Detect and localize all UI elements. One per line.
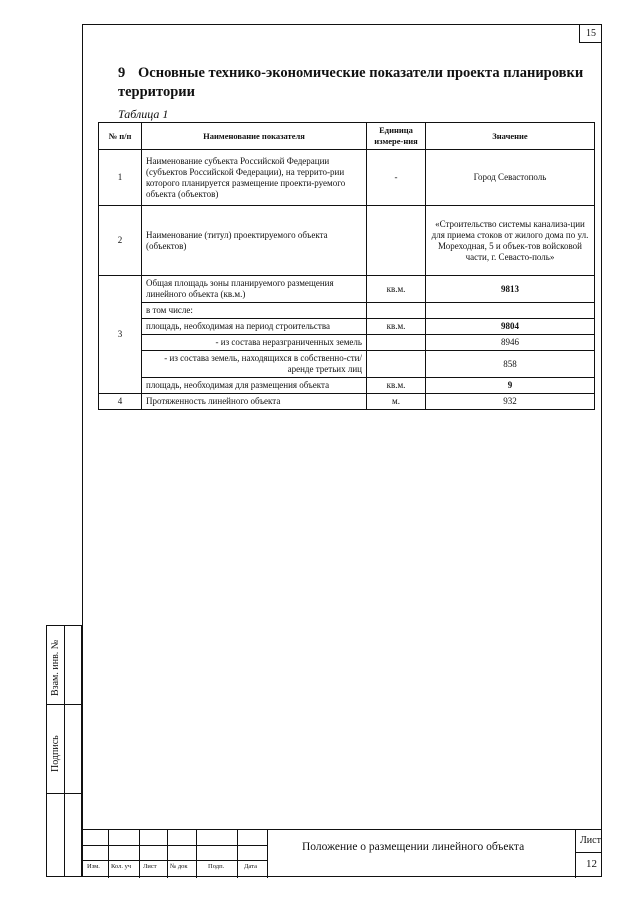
row3-total-value: 9813 xyxy=(426,276,595,303)
row3-construction-value: 9804 xyxy=(426,319,595,335)
col-count: Кол. уч xyxy=(111,863,132,870)
col-sign: Подп. xyxy=(208,863,225,870)
row3-num: 3 xyxy=(99,276,142,394)
table-row xyxy=(99,150,595,206)
row2-name: Наименование (титул) проектируемого объекта (объектов) xyxy=(142,206,367,276)
table-row xyxy=(99,378,595,394)
row3-including-value xyxy=(426,303,595,319)
sheet-number: 12 xyxy=(586,858,597,870)
row3-total-unit: кв.м. xyxy=(367,276,426,303)
table-row xyxy=(99,335,595,351)
row3-placement-unit: кв.м. xyxy=(367,378,426,394)
header-value: Значение xyxy=(426,123,595,150)
top-page-number: 15 xyxy=(579,24,602,43)
row3-third-party-unit xyxy=(367,351,426,378)
row3-placement-value: 9 xyxy=(426,378,595,394)
table-row xyxy=(99,303,595,319)
table-row xyxy=(99,394,595,410)
table-header-row xyxy=(99,123,595,150)
row4-value: 932 xyxy=(426,394,595,410)
row2-num: 2 xyxy=(99,206,142,276)
row3-total-name: Общая площадь зоны планируемого размещения линейного объекта (кв.м.) xyxy=(142,276,367,303)
row3-undivided-value: 8946 xyxy=(426,335,595,351)
table-caption: Таблица 1 xyxy=(118,107,169,121)
header-unit: Единица измере-ния xyxy=(367,123,426,150)
row3-undivided-unit xyxy=(367,335,426,351)
row3-third-party-value: 858 xyxy=(426,351,595,378)
row4-num: 4 xyxy=(99,394,142,410)
row3-construction-name: площадь, необходимая на период строительства xyxy=(142,319,367,335)
table-row xyxy=(99,276,595,303)
section-title: Основные технико-экономические показатели проекта планировки территории xyxy=(118,65,584,100)
row1-value: Город Севастополь xyxy=(426,150,595,206)
side-stamp-signature-label: Подпись xyxy=(50,735,61,772)
side-stamp-bottom xyxy=(46,793,82,877)
row3-including: в том числе: xyxy=(142,303,367,319)
row1-num: 1 xyxy=(99,150,142,206)
document-title: Положение о размещении линейного объекта xyxy=(302,841,525,853)
section-number: 9 xyxy=(118,65,126,81)
row1-name: Наименование субъекта Российской Федерации (субъектов Российской Федерации), на террито-рии которого планируется размещение проекти-руемого объекта (объектов) xyxy=(142,150,367,206)
row4-name: Протяженность линейного объекта xyxy=(142,394,367,410)
col-date: Дата xyxy=(244,863,257,870)
col-doc: № док xyxy=(170,863,188,870)
row1-unit: - xyxy=(367,150,426,206)
header-num: № п/п xyxy=(99,123,142,150)
table-row xyxy=(99,206,595,276)
row2-unit xyxy=(367,206,426,276)
row3-including-unit xyxy=(367,303,426,319)
row2-value: «Строительство системы канализа-ции для приема стоков от жилого дома по ул. Мореходная, 5 и объек-тов войсковой части, г. Севасто-поль» xyxy=(426,206,595,276)
row4-unit: м. xyxy=(367,394,426,410)
table-row xyxy=(99,319,595,335)
indicators-table xyxy=(98,122,595,410)
row3-construction-unit: кв.м. xyxy=(367,319,426,335)
row3-undivided-name: - из состава неразграниченных земель xyxy=(142,335,367,351)
side-stamp-replacement-label: Взам. инв. № xyxy=(50,639,61,696)
sheet-label: Лист xyxy=(580,835,601,846)
title-block xyxy=(82,829,602,877)
row3-third-party-name: - из состава земель, находящихся в собственно-сти/аренде третьих лиц xyxy=(142,351,367,378)
row3-placement-name: площадь, необходимая для размещения объекта xyxy=(142,378,367,394)
col-sheet: Лист xyxy=(143,863,157,870)
section-heading xyxy=(118,64,598,102)
header-name: Наименование показателя xyxy=(142,123,367,150)
col-change: Изм. xyxy=(87,863,100,870)
table-row xyxy=(99,351,595,378)
